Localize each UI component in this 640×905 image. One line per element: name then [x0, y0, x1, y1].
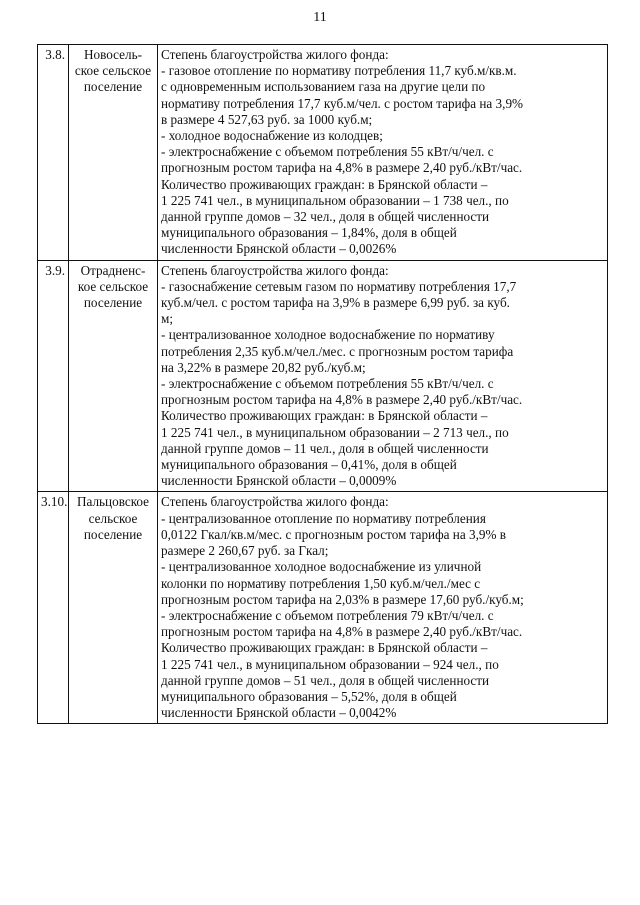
- settlement-name-line: кое сельское: [77, 278, 149, 294]
- description-line: Количество проживающих граждан: в Брянской области –: [161, 408, 488, 424]
- description-line: м;: [161, 311, 174, 327]
- description-line: 1 225 741 чел., в муниципальном образовании – 1 738 чел., по: [161, 192, 509, 208]
- row-number: 3.10.: [38, 492, 69, 724]
- description-line: - газоснабжение сетевым газом по нормативу потребления 17,7: [161, 278, 517, 294]
- description-line: - электроснабжение с объемом потребления 55 кВт/ч/чел. с: [161, 376, 494, 392]
- description-line: - централизованное холодное водоснабжение по нормативу: [161, 327, 495, 343]
- settlement-name-line: Пальцовское: [76, 494, 150, 510]
- settlement-name: [69, 45, 158, 261]
- settlement-name-line: поселение: [83, 295, 143, 311]
- description-line: размере 2 260,67 руб. за Гкал;: [161, 543, 329, 559]
- table-row: [38, 492, 608, 724]
- description-line: потребления 2,35 куб.м/чел./мес. с прогнозным ростом тарифа: [161, 343, 514, 359]
- description-line: - газовое отопление по нормативу потребления 11,7 куб.м/кв.м.: [161, 63, 517, 79]
- description-line: 1 225 741 чел., в муниципальном образовании – 2 713 чел., по: [161, 424, 509, 440]
- description-line: - централизованное отопление по нормативу потребления: [161, 510, 486, 526]
- description-line: - электроснабжение с объемом потребления 55 кВт/ч/чел. с: [161, 144, 494, 160]
- description-line: - электроснабжение с объемом потребления 79 кВт/ч/чел. с: [161, 607, 494, 623]
- settlement-name-line: ское сельское: [74, 63, 152, 79]
- description-line: численности Брянской области – 0,0009%: [161, 473, 397, 489]
- row-number: 3.9.: [38, 260, 69, 492]
- description-line: муниципального образования – 5,52%, доля в общей: [161, 688, 457, 704]
- table-row: [38, 260, 608, 492]
- description-line: на 3,22% в размере 20,82 руб./куб.м;: [161, 359, 366, 375]
- housing-description: [158, 492, 608, 724]
- description-line: Степень благоустройства жилого фонда:: [161, 494, 389, 510]
- description-line: куб.м/чел. с ростом тарифа на 3,9% в размере 6,99 руб. за куб.: [161, 295, 510, 311]
- description-line: данной группе домов – 51 чел., доля в общей численности: [161, 672, 490, 688]
- description-line: данной группе домов – 11 чел., доля в общей численности: [161, 440, 489, 456]
- description-line: численности Брянской области – 0,0042%: [161, 705, 397, 721]
- settlement-name-line: поселение: [83, 526, 143, 542]
- row-number: 3.8.: [38, 45, 69, 261]
- settlement-name-line: Новосель-: [83, 47, 143, 62]
- housing-description: [158, 45, 608, 261]
- description-line: нормативу потребления 17,7 куб.м/чел. с ростом тарифа на 3,9%: [161, 95, 524, 111]
- description-line: прогнозным ростом тарифа на 4,8% в размере 2,40 руб./кВт/час.: [161, 160, 523, 176]
- description-line: прогнозным ростом тарифа на 4,8% в размере 2,40 руб./кВт/час.: [161, 624, 523, 640]
- description-line: - холодное водоснабжение из колодцев;: [161, 128, 383, 144]
- description-line: данной группе домов – 32 чел., доля в общей численности: [161, 209, 490, 225]
- description-line: в размере 4 527,63 руб. за 1000 куб.м;: [161, 111, 373, 127]
- description-line: муниципального образования – 0,41%, доля в общей: [161, 457, 457, 473]
- description-line: муниципального образования – 1,84%, доля в общей: [161, 225, 457, 241]
- description-line: численности Брянской области – 0,0026%: [161, 241, 397, 257]
- page-number: 11: [313, 10, 327, 25]
- settlement-name-line: Отрадненс-: [80, 262, 146, 278]
- settlement-name: [69, 260, 158, 492]
- housing-description: [158, 260, 608, 492]
- description-line: Количество проживающих граждан: в Брянской области –: [161, 176, 488, 192]
- settlement-name: [69, 492, 158, 724]
- description-line: 1 225 741 чел., в муниципальном образовании – 924 чел., по: [161, 656, 499, 672]
- description-line: прогнозным ростом тарифа на 2,03% в размере 17,60 руб./куб.м;: [161, 591, 524, 607]
- description-line: колонки по нормативу потребления 1,50 куб.м/чел./мес с: [161, 575, 481, 591]
- settlement-name-line: сельское: [88, 510, 138, 526]
- description-line: Количество проживающих граждан: в Брянской области –: [161, 640, 488, 656]
- settlement-name-line: поселение: [83, 79, 143, 95]
- description-line: 0,0122 Гкал/кв.м/мес. с прогнозным ростом тарифа на 3,9% в: [161, 526, 507, 542]
- description-line: с одновременным использованием газа на другие цели по: [161, 79, 486, 95]
- description-line: Степень благоустройства жилого фонда:: [161, 47, 389, 62]
- table-row: [38, 45, 608, 261]
- table-body: [38, 45, 608, 724]
- description-line: - централизованное холодное водоснабжение из уличной: [161, 559, 482, 575]
- description-line: Степень благоустройства жилого фонда:: [161, 262, 389, 278]
- description-line: прогнозным ростом тарифа на 4,8% в размере 2,40 руб./кВт/час.: [161, 392, 523, 408]
- settlements-table: [37, 44, 608, 724]
